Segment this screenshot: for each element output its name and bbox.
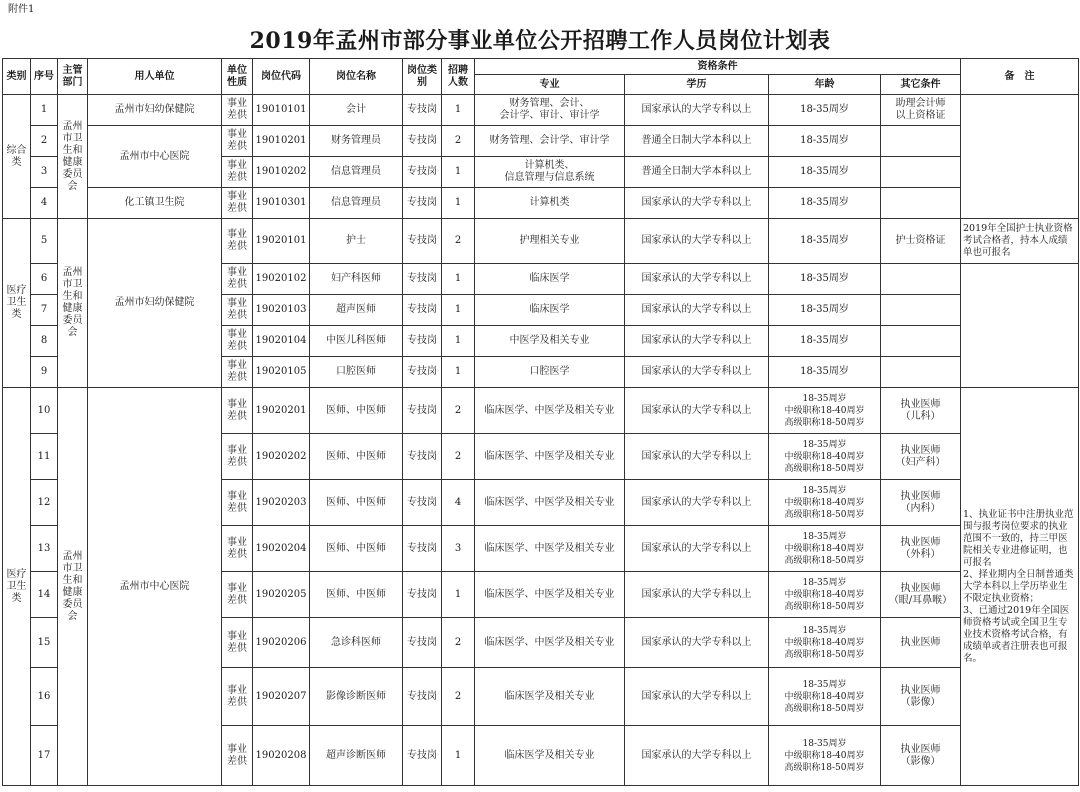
other-cell — [881, 157, 961, 188]
age-cell: 18-35周岁 — [769, 95, 881, 126]
education-cell: 国家承认的大学专科以上 — [625, 434, 769, 480]
post-name-cell: 信息管理员 — [310, 157, 403, 188]
seq-cell: 10 — [31, 388, 58, 434]
post-name-cell: 会计 — [310, 95, 403, 126]
header-unit-nature: 单位性质 — [222, 59, 253, 95]
major-cell: 临床医学、中医学及相关专业 — [475, 388, 625, 434]
header-post-code: 岗位代码 — [253, 59, 310, 95]
post-name-cell: 急诊科医师 — [310, 618, 403, 668]
seq-cell: 6 — [31, 264, 58, 295]
nature-cell: 事业差供 — [222, 95, 253, 126]
code-cell: 19020103 — [253, 295, 310, 326]
nature-cell: 事业差供 — [222, 668, 253, 726]
other-cell: 执业医师 （妇产科） — [881, 434, 961, 480]
age-cell: 18-35周岁 中级职称18-40周岁 高级职称18-50周岁 — [769, 480, 881, 526]
other-cell: 执业医师 （眼/耳鼻喉） — [881, 572, 961, 618]
seq-cell: 8 — [31, 326, 58, 357]
seq-cell: 17 — [31, 726, 58, 786]
header-major: 专业 — [475, 75, 625, 95]
post-type-cell: 专技岗 — [403, 95, 442, 126]
education-cell: 国家承认的大学专科以上 — [625, 480, 769, 526]
other-cell: 助理会计师 以上资格证 — [881, 95, 961, 126]
major-cell: 护理相关专业 — [475, 219, 625, 264]
code-cell: 19020102 — [253, 264, 310, 295]
major-cell: 临床医学、中医学及相关专业 — [475, 526, 625, 572]
count-cell: 1 — [442, 95, 475, 126]
code-cell: 19020104 — [253, 326, 310, 357]
header-employer: 用人单位 — [88, 59, 222, 95]
post-type-cell: 专技岗 — [403, 434, 442, 480]
post-name-cell: 信息管理员 — [310, 188, 403, 219]
other-cell — [881, 264, 961, 295]
other-cell: 执业医师 （影像） — [881, 668, 961, 726]
education-cell: 国家承认的大学专科以上 — [625, 668, 769, 726]
age-cell: 18-35周岁 — [769, 326, 881, 357]
category-cell: 医疗卫生类 — [3, 388, 31, 786]
post-type-cell: 专技岗 — [403, 188, 442, 219]
header-count: 招聘人数 — [442, 59, 475, 95]
post-name-cell: 医师、中医师 — [310, 572, 403, 618]
age-cell: 18-35周岁 中级职称18-40周岁 高级职称18-50周岁 — [769, 388, 881, 434]
post-type-cell: 专技岗 — [403, 157, 442, 188]
age-cell: 18-35周岁 — [769, 264, 881, 295]
code-cell: 19020101 — [253, 219, 310, 264]
education-cell: 国家承认的大学专科以上 — [625, 572, 769, 618]
education-cell: 国家承认的大学专科以上 — [625, 95, 769, 126]
other-cell: 执业医师 — [881, 618, 961, 668]
code-cell: 19020201 — [253, 388, 310, 434]
header-education: 学历 — [625, 75, 769, 95]
code-cell: 19020207 — [253, 668, 310, 726]
nature-cell: 事业差供 — [222, 726, 253, 786]
nature-cell: 事业差供 — [222, 295, 253, 326]
major-cell: 临床医学、中医学及相关专业 — [475, 618, 625, 668]
other-cell: 护士资格证 — [881, 219, 961, 264]
major-cell: 临床医学、中医学及相关专业 — [475, 572, 625, 618]
education-cell: 国家承认的大学专科以上 — [625, 357, 769, 388]
post-type-cell: 专技岗 — [403, 726, 442, 786]
seq-cell: 16 — [31, 668, 58, 726]
education-cell: 国家承认的大学专科以上 — [625, 295, 769, 326]
age-cell: 18-35周岁 — [769, 157, 881, 188]
dept-cell: 孟州市卫生和健康委员会 — [58, 388, 88, 786]
category-cell: 医疗卫生类 — [3, 219, 31, 388]
code-cell: 19020208 — [253, 726, 310, 786]
seq-cell: 11 — [31, 434, 58, 480]
count-cell: 3 — [442, 526, 475, 572]
nature-cell: 事业差供 — [222, 480, 253, 526]
other-cell: 执业医师 （儿科） — [881, 388, 961, 434]
remark-cell: 2019年全国护士执业资格考试合格者，持本人成绩单也可报名 — [961, 219, 1079, 264]
post-name-cell: 超声诊断医师 — [310, 726, 403, 786]
major-cell: 临床医学、中医学及相关专业 — [475, 434, 625, 480]
post-name-cell: 护士 — [310, 219, 403, 264]
page-title: 2019年孟州市部分事业单位公开招聘工作人员岗位计划表 — [249, 28, 831, 54]
age-cell: 18-35周岁 — [769, 357, 881, 388]
major-cell: 临床医学及相关专业 — [475, 668, 625, 726]
header-post-name: 岗位名称 — [310, 59, 403, 95]
post-name-cell: 口腔医师 — [310, 357, 403, 388]
code-cell: 19010201 — [253, 126, 310, 157]
post-type-cell: 专技岗 — [403, 388, 442, 434]
age-cell: 18-35周岁 — [769, 219, 881, 264]
employer-cell: 孟州市妇幼保健院 — [88, 219, 222, 388]
header-remarks: 备 注 — [961, 59, 1079, 95]
major-cell: 计算机类、 信息管理与信息系统 — [475, 157, 625, 188]
post-type-cell: 专技岗 — [403, 526, 442, 572]
code-cell: 19020206 — [253, 618, 310, 668]
count-cell: 2 — [442, 126, 475, 157]
employer-cell: 孟州市妇幼保健院 — [88, 95, 222, 126]
header-dept: 主管部门 — [58, 59, 88, 95]
post-type-cell: 专技岗 — [403, 480, 442, 526]
code-cell: 19010101 — [253, 95, 310, 126]
header-other: 其它条件 — [881, 75, 961, 95]
employer-cell: 化工镇卫生院 — [88, 188, 222, 219]
header-qualification: 资格条件 — [475, 59, 961, 75]
post-type-cell: 专技岗 — [403, 264, 442, 295]
count-cell: 1 — [442, 726, 475, 786]
other-cell — [881, 295, 961, 326]
seq-cell: 2 — [31, 126, 58, 157]
education-cell: 国家承认的大学专科以上 — [625, 618, 769, 668]
major-cell: 临床医学 — [475, 264, 625, 295]
employer-cell: 孟州市中心医院 — [88, 388, 222, 786]
count-cell: 2 — [442, 388, 475, 434]
post-type-cell: 专技岗 — [403, 295, 442, 326]
seq-cell: 9 — [31, 357, 58, 388]
code-cell: 19010301 — [253, 188, 310, 219]
code-cell: 19020105 — [253, 357, 310, 388]
major-cell: 临床医学 — [475, 295, 625, 326]
code-cell: 19020202 — [253, 434, 310, 480]
age-cell: 18-35周岁 中级职称18-40周岁 高级职称18-50周岁 — [769, 618, 881, 668]
category-cell: 综合类 — [3, 95, 31, 219]
post-type-cell: 专技岗 — [403, 572, 442, 618]
major-cell: 财务管理、会计、 会计学、审计、审计学 — [475, 95, 625, 126]
nature-cell: 事业差供 — [222, 357, 253, 388]
other-cell — [881, 126, 961, 157]
count-cell: 4 — [442, 480, 475, 526]
seq-cell: 14 — [31, 572, 58, 618]
education-cell: 国家承认的大学专科以上 — [625, 388, 769, 434]
count-cell: 2 — [442, 219, 475, 264]
nature-cell: 事业差供 — [222, 526, 253, 572]
nature-cell: 事业差供 — [222, 157, 253, 188]
employer-cell: 孟州市中心医院 — [88, 126, 222, 188]
age-cell: 18-35周岁 中级职称18-40周岁 高级职称18-50周岁 — [769, 572, 881, 618]
age-cell: 18-35周岁 中级职称18-40周岁 高级职称18-50周岁 — [769, 526, 881, 572]
post-name-cell: 超声医师 — [310, 295, 403, 326]
count-cell: 1 — [442, 295, 475, 326]
major-cell: 中医学及相关专业 — [475, 326, 625, 357]
dept-cell: 孟州市卫生和健康委员会 — [58, 219, 88, 388]
post-type-cell: 专技岗 — [403, 668, 442, 726]
other-cell — [881, 188, 961, 219]
post-name-cell: 医师、中医师 — [310, 480, 403, 526]
seq-cell: 15 — [31, 618, 58, 668]
nature-cell: 事业差供 — [222, 219, 253, 264]
header-category: 类别 — [3, 59, 31, 95]
count-cell: 1 — [442, 264, 475, 295]
header-post-type: 岗位类别 — [403, 59, 442, 95]
remark-cell — [961, 95, 1079, 219]
other-cell: 执业医师 （内科） — [881, 480, 961, 526]
other-cell: 执业医师 （影像） — [881, 726, 961, 786]
count-cell: 1 — [442, 188, 475, 219]
count-cell: 2 — [442, 434, 475, 480]
post-name-cell: 妇产科医师 — [310, 264, 403, 295]
education-cell: 普通全日制大学本科以上 — [625, 157, 769, 188]
post-name-cell: 影像诊断医师 — [310, 668, 403, 726]
nature-cell: 事业差供 — [222, 434, 253, 480]
post-type-cell: 专技岗 — [403, 219, 442, 264]
age-cell: 18-35周岁 中级职称18-40周岁 高级职称18-50周岁 — [769, 668, 881, 726]
post-name-cell: 中医儿科医师 — [310, 326, 403, 357]
major-cell: 财务管理、会计学、审计学 — [475, 126, 625, 157]
major-cell: 计算机类 — [475, 188, 625, 219]
dept-cell: 孟州市卫生和健康委员会 — [58, 95, 88, 219]
seq-cell: 13 — [31, 526, 58, 572]
nature-cell: 事业差供 — [222, 572, 253, 618]
count-cell: 1 — [442, 357, 475, 388]
count-cell: 2 — [442, 618, 475, 668]
major-cell: 临床医学、中医学及相关专业 — [475, 480, 625, 526]
count-cell: 1 — [442, 572, 475, 618]
recruitment-plan-table — [2, 58, 1079, 786]
seq-cell: 12 — [31, 480, 58, 526]
post-name-cell: 医师、中医师 — [310, 434, 403, 480]
count-cell: 1 — [442, 326, 475, 357]
post-name-cell: 医师、中医师 — [310, 388, 403, 434]
other-cell — [881, 326, 961, 357]
header-seq: 序号 — [31, 59, 58, 95]
post-type-cell: 专技岗 — [403, 126, 442, 157]
nature-cell: 事业差供 — [222, 126, 253, 157]
age-cell: 18-35周岁 — [769, 295, 881, 326]
education-cell: 国家承认的大学专科以上 — [625, 326, 769, 357]
seq-cell: 1 — [31, 95, 58, 126]
nature-cell: 事业差供 — [222, 264, 253, 295]
post-type-cell: 专技岗 — [403, 357, 442, 388]
other-cell: 执业医师 （外科） — [881, 526, 961, 572]
post-name-cell: 财务管理员 — [310, 126, 403, 157]
header-age: 年龄 — [769, 75, 881, 95]
education-cell: 普通全日制大学本科以上 — [625, 126, 769, 157]
remark-cell — [961, 264, 1079, 388]
code-cell: 19010202 — [253, 157, 310, 188]
post-name-cell: 医师、中医师 — [310, 526, 403, 572]
age-cell: 18-35周岁 — [769, 126, 881, 157]
seq-cell: 5 — [31, 219, 58, 264]
attachment-label: 附件1 — [8, 4, 35, 15]
seq-cell: 7 — [31, 295, 58, 326]
remark-cell: 1、执业证书中注册执业范围与报考岗位要求的执业范围不一致的，持三甲医院相关专业进修证明，也可报名 2、择业期内全日制普通类大学本科以上学历毕业生不限定执业资格； 3、已通过2019年全国医师资格考试或全国卫生专业技术资格考试合格，有成绩单或者注册表也可报名。 — [961, 388, 1079, 786]
post-type-cell: 专技岗 — [403, 326, 442, 357]
count-cell: 2 — [442, 668, 475, 726]
major-cell: 口腔医学 — [475, 357, 625, 388]
age-cell: 18-35周岁 中级职称18-40周岁 高级职称18-50周岁 — [769, 726, 881, 786]
other-cell — [881, 357, 961, 388]
nature-cell: 事业差供 — [222, 618, 253, 668]
seq-cell: 4 — [31, 188, 58, 219]
nature-cell: 事业差供 — [222, 326, 253, 357]
education-cell: 国家承认的大学专科以上 — [625, 526, 769, 572]
code-cell: 19020204 — [253, 526, 310, 572]
seq-cell: 3 — [31, 157, 58, 188]
code-cell: 19020203 — [253, 480, 310, 526]
education-cell: 国家承认的大学专科以上 — [625, 726, 769, 786]
age-cell: 18-35周岁 中级职称18-40周岁 高级职称18-50周岁 — [769, 434, 881, 480]
education-cell: 国家承认的大学专科以上 — [625, 264, 769, 295]
nature-cell: 事业差供 — [222, 188, 253, 219]
education-cell: 国家承认的大学专科以上 — [625, 219, 769, 264]
education-cell: 国家承认的大学专科以上 — [625, 188, 769, 219]
count-cell: 1 — [442, 157, 475, 188]
post-type-cell: 专技岗 — [403, 618, 442, 668]
major-cell: 临床医学及相关专业 — [475, 726, 625, 786]
nature-cell: 事业差供 — [222, 388, 253, 434]
age-cell: 18-35周岁 — [769, 188, 881, 219]
code-cell: 19020205 — [253, 572, 310, 618]
